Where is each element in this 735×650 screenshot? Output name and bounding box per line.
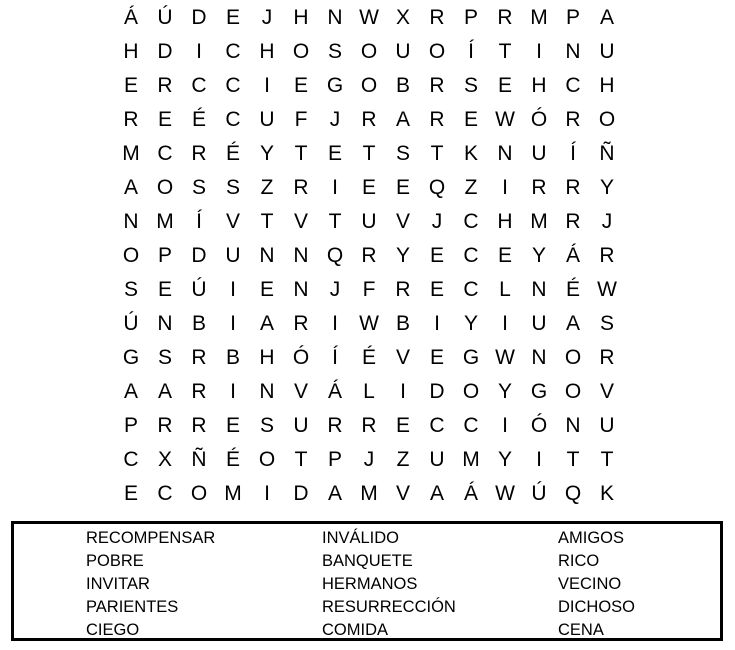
grid-letter[interactable]: T <box>362 141 376 165</box>
grid-letter[interactable]: Ú <box>123 311 139 335</box>
grid-letter[interactable]: J <box>329 107 341 131</box>
grid-letter[interactable]: M <box>156 209 174 233</box>
grid-letter[interactable]: B <box>395 311 410 335</box>
grid-letter[interactable]: E <box>157 277 172 301</box>
grid-letter[interactable]: T <box>260 209 274 233</box>
grid-letter[interactable]: O <box>122 243 140 267</box>
grid-letter[interactable]: P <box>565 5 580 29</box>
word-list-item: BANQUETE <box>322 552 413 570</box>
grid-letter[interactable]: N <box>259 243 275 267</box>
grid-letter[interactable]: W <box>495 481 515 505</box>
grid-letter[interactable]: J <box>601 209 613 233</box>
grid-letter[interactable]: U <box>225 243 241 267</box>
grid-letter[interactable]: S <box>259 413 274 437</box>
word-list-item: RECOMPENSAR <box>86 529 216 547</box>
grid-letter[interactable]: Y <box>531 243 546 267</box>
grid-letter[interactable]: G <box>462 345 480 369</box>
grid-letter[interactable]: S <box>599 311 614 335</box>
grid-letter[interactable]: T <box>430 141 444 165</box>
grid-letter[interactable]: S <box>225 175 240 199</box>
grid-letter[interactable]: M <box>462 447 480 471</box>
grid-letter[interactable]: R <box>191 413 207 437</box>
grid-letter[interactable]: É <box>361 345 376 369</box>
grid-letter[interactable]: I <box>196 39 202 63</box>
grid-letter[interactable]: Ó <box>292 345 310 369</box>
grid-letter[interactable]: J <box>329 277 341 301</box>
grid-letter[interactable]: O <box>292 39 310 63</box>
word-list-box <box>11 521 723 641</box>
grid-letter[interactable]: S <box>463 73 478 97</box>
grid-letter[interactable]: E <box>225 413 240 437</box>
grid-letter[interactable]: O <box>156 175 174 199</box>
grid-letter[interactable]: R <box>157 73 173 97</box>
grid-letter[interactable]: O <box>360 73 378 97</box>
grid-letter[interactable]: F <box>362 277 376 301</box>
grid-letter[interactable]: Y <box>463 311 478 335</box>
grid-letter[interactable]: O <box>564 345 582 369</box>
grid-letter[interactable]: E <box>463 107 478 131</box>
grid-letter[interactable]: T <box>600 447 614 471</box>
grid-letter[interactable]: S <box>191 175 206 199</box>
grid-letter[interactable]: G <box>122 345 140 369</box>
grid-letter[interactable]: O <box>360 39 378 63</box>
word-list-item: INVÁLIDO <box>322 529 400 547</box>
grid-letter[interactable]: Y <box>497 379 512 403</box>
grid-letter[interactable]: R <box>157 413 173 437</box>
grid-letter[interactable]: Q <box>326 243 344 267</box>
grid-letter[interactable]: Ú <box>191 277 207 301</box>
grid-letter[interactable]: E <box>497 243 512 267</box>
grid-letter[interactable]: Á <box>123 5 138 29</box>
word-list-item: RESURRECCIÓN <box>322 598 456 616</box>
grid-letter[interactable]: Ú <box>157 5 173 29</box>
grid-letter[interactable]: S <box>123 277 138 301</box>
grid-letter[interactable]: R <box>599 243 615 267</box>
grid-letter[interactable]: N <box>565 413 581 437</box>
grid-letter[interactable]: U <box>531 311 547 335</box>
grid-letter[interactable]: M <box>530 209 548 233</box>
grid-letter[interactable]: A <box>429 481 444 505</box>
grid-letter[interactable]: C <box>123 447 139 471</box>
grid-letter[interactable]: A <box>157 379 172 403</box>
grid-letter[interactable]: R <box>429 73 445 97</box>
grid-letter[interactable]: M <box>360 481 378 505</box>
grid-letter[interactable]: R <box>565 209 581 233</box>
grid-letter[interactable]: I <box>400 379 406 403</box>
grid-letter[interactable]: Y <box>395 243 410 267</box>
grid-letter[interactable]: J <box>261 5 273 29</box>
grid-letter[interactable]: H <box>123 39 139 63</box>
grid-letter[interactable]: R <box>191 141 207 165</box>
grid-letter[interactable]: Z <box>260 175 274 199</box>
word-list-column <box>558 527 635 642</box>
grid-letter[interactable]: I <box>434 311 440 335</box>
grid-letter[interactable]: H <box>259 345 275 369</box>
grid-letter[interactable]: P <box>157 243 172 267</box>
grid-letter[interactable]: N <box>259 379 275 403</box>
grid-letter[interactable]: N <box>531 277 547 301</box>
grid-letter[interactable]: D <box>429 379 445 403</box>
grid-letter[interactable]: I <box>536 39 542 63</box>
word-list-item: AMIGOS <box>558 529 625 547</box>
grid-letter[interactable]: C <box>565 73 581 97</box>
grid-letter[interactable]: C <box>225 73 241 97</box>
grid-letter[interactable]: H <box>497 209 513 233</box>
grid-letter[interactable]: V <box>395 209 410 233</box>
grid-letter[interactable]: O <box>190 481 208 505</box>
grid-letter[interactable]: R <box>191 345 207 369</box>
grid-letter[interactable]: R <box>429 107 445 131</box>
grid-letter[interactable]: P <box>463 5 478 29</box>
grid-letter[interactable]: C <box>463 277 479 301</box>
grid-letter[interactable]: Ó <box>530 413 548 437</box>
grid-letter[interactable]: B <box>225 345 240 369</box>
grid-letter[interactable]: Z <box>464 175 478 199</box>
grid-letter[interactable]: R <box>497 5 513 29</box>
grid-letter[interactable]: K <box>463 141 478 165</box>
grid-letter[interactable]: I <box>502 175 508 199</box>
grid-letter[interactable]: R <box>361 107 377 131</box>
grid-letter[interactable]: A <box>259 311 274 335</box>
grid-letter[interactable]: R <box>293 311 309 335</box>
grid-letter[interactable]: U <box>259 107 275 131</box>
grid-letter[interactable]: G <box>530 379 548 403</box>
grid-letter[interactable]: R <box>123 107 139 131</box>
grid-letter[interactable]: S <box>157 345 172 369</box>
grid-letter[interactable]: Y <box>259 141 274 165</box>
grid-letter[interactable]: T <box>498 39 512 63</box>
grid-letter[interactable]: Y <box>497 447 512 471</box>
grid-letter[interactable]: Í <box>332 345 338 369</box>
grid-letter[interactable]: L <box>363 379 375 403</box>
grid-letter[interactable]: C <box>463 209 479 233</box>
grid-letter[interactable]: T <box>328 209 342 233</box>
word-list-item: POBRE <box>86 552 144 570</box>
grid-letter[interactable]: R <box>395 277 411 301</box>
grid-letter[interactable]: Á <box>463 481 478 505</box>
grid-letter[interactable]: M <box>122 141 140 165</box>
grid-letter[interactable]: E <box>123 481 138 505</box>
grid-letter[interactable]: I <box>230 379 236 403</box>
grid-letter[interactable]: Í <box>570 141 576 165</box>
grid-letter[interactable]: E <box>327 141 342 165</box>
grid-letter[interactable]: E <box>293 73 308 97</box>
grid-letter[interactable]: G <box>326 73 344 97</box>
word-list-column <box>86 527 215 642</box>
grid-letter[interactable]: C <box>191 73 207 97</box>
grid-letter[interactable]: X <box>157 447 172 471</box>
grid-letter[interactable]: U <box>599 39 615 63</box>
grid-letter[interactable]: N <box>123 209 139 233</box>
grid-letter[interactable]: B <box>395 73 410 97</box>
grid-letter[interactable]: U <box>361 209 377 233</box>
word-list-item: CENA <box>558 621 604 639</box>
grid-letter[interactable]: I <box>332 175 338 199</box>
grid-letter[interactable]: O <box>598 107 616 131</box>
grid-letter[interactable]: I <box>264 73 270 97</box>
grid-letter[interactable]: N <box>497 141 513 165</box>
grid-letter[interactable]: N <box>293 277 309 301</box>
grid-letter[interactable]: V <box>395 345 410 369</box>
grid-letter[interactable]: V <box>293 209 308 233</box>
grid-letter[interactable]: T <box>294 141 308 165</box>
word-list-item: DICHOSO <box>558 598 636 616</box>
grid-letter[interactable]: W <box>359 5 379 29</box>
word-list-item: HERMANOS <box>322 575 418 593</box>
grid-letter[interactable]: Z <box>396 447 410 471</box>
grid-letter[interactable]: Á <box>565 243 580 267</box>
grid-letter[interactable]: P <box>327 447 342 471</box>
grid-letter[interactable]: E <box>225 5 240 29</box>
grid-letter[interactable]: Í <box>196 209 202 233</box>
grid-letter[interactable]: K <box>599 481 614 505</box>
grid-letter[interactable]: H <box>531 73 547 97</box>
grid-letter[interactable]: É <box>191 107 206 131</box>
grid-letter[interactable]: U <box>429 447 445 471</box>
grid-letter[interactable]: E <box>157 107 172 131</box>
grid-letter[interactable]: C <box>225 107 241 131</box>
grid-letter[interactable]: I <box>502 311 508 335</box>
grid-letter[interactable]: W <box>495 345 515 369</box>
grid-letter[interactable]: R <box>191 379 207 403</box>
grid-letter[interactable]: R <box>531 175 547 199</box>
word-list-item: INVITAR <box>86 575 150 593</box>
grid-letter[interactable]: J <box>363 447 375 471</box>
grid-letter[interactable]: E <box>497 73 512 97</box>
grid-letter[interactable]: I <box>332 311 338 335</box>
grid-letter[interactable]: Q <box>428 175 446 199</box>
letter-grid <box>114 0 624 510</box>
grid-letter[interactable]: D <box>293 481 309 505</box>
grid-letter[interactable]: B <box>191 311 206 335</box>
grid-letter[interactable]: O <box>428 39 446 63</box>
grid-letter[interactable]: R <box>293 175 309 199</box>
grid-letter[interactable]: U <box>531 141 547 165</box>
grid-letter[interactable]: A <box>565 311 580 335</box>
grid-letter[interactable]: N <box>531 345 547 369</box>
word-list-item: RICO <box>558 552 600 570</box>
grid-letter[interactable]: A <box>599 5 614 29</box>
grid-letter[interactable]: Í <box>468 39 474 63</box>
grid-letter[interactable]: C <box>225 39 241 63</box>
grid-letter[interactable]: I <box>502 413 508 437</box>
grid-letter[interactable]: U <box>599 413 615 437</box>
grid-letter[interactable]: D <box>157 39 173 63</box>
grid-letter[interactable]: Q <box>564 481 582 505</box>
grid-letter[interactable]: O <box>462 379 480 403</box>
grid-letter[interactable]: C <box>429 413 445 437</box>
grid-letter[interactable]: J <box>431 209 443 233</box>
grid-letter[interactable]: E <box>395 175 410 199</box>
grid-letter[interactable]: T <box>566 447 580 471</box>
grid-letter[interactable]: X <box>395 5 410 29</box>
grid-letter[interactable]: L <box>499 277 511 301</box>
grid-letter[interactable]: C <box>157 481 173 505</box>
grid-letter[interactable]: E <box>429 345 444 369</box>
grid-letter[interactable]: C <box>463 243 479 267</box>
grid-letter[interactable]: W <box>597 277 617 301</box>
grid-letter[interactable]: E <box>429 243 444 267</box>
grid-letter[interactable]: I <box>264 481 270 505</box>
grid-letter[interactable]: N <box>293 243 309 267</box>
grid-letter[interactable]: I <box>230 311 236 335</box>
grid-letter[interactable]: R <box>327 413 343 437</box>
grid-letter[interactable]: F <box>294 107 308 131</box>
grid-letter[interactable]: R <box>599 345 615 369</box>
word-list-item: COMIDA <box>322 621 388 639</box>
word-list-item: CIEGO <box>86 621 140 639</box>
grid-letter[interactable]: Ó <box>530 107 548 131</box>
grid-letter[interactable]: U <box>395 39 411 63</box>
grid-letter[interactable]: H <box>259 39 275 63</box>
grid-letter[interactable]: D <box>191 5 207 29</box>
grid-letter[interactable]: M <box>224 481 242 505</box>
grid-letter[interactable]: H <box>599 73 615 97</box>
grid-letter[interactable]: R <box>565 107 581 131</box>
grid-letter[interactable]: W <box>359 311 379 335</box>
grid-letter[interactable]: P <box>123 413 138 437</box>
grid-letter[interactable]: I <box>536 447 542 471</box>
grid-letter[interactable]: E <box>123 73 138 97</box>
grid-letter[interactable]: É <box>225 141 240 165</box>
grid-letter[interactable]: T <box>294 447 308 471</box>
grid-letter[interactable]: N <box>327 5 343 29</box>
grid-letter[interactable]: S <box>327 39 342 63</box>
word-list-column <box>322 527 456 642</box>
grid-letter[interactable]: E <box>361 175 376 199</box>
grid-letter[interactable]: Á <box>327 379 342 403</box>
grid-letter[interactable]: R <box>361 243 377 267</box>
grid-letter[interactable]: R <box>565 175 581 199</box>
grid-letter[interactable]: C <box>463 413 479 437</box>
grid-letter[interactable]: H <box>293 5 309 29</box>
grid-letter[interactable]: Y <box>599 175 614 199</box>
grid-letter[interactable]: Ñ <box>599 141 615 165</box>
grid-letter[interactable]: W <box>495 107 515 131</box>
grid-letter[interactable]: R <box>429 5 445 29</box>
grid-letter[interactable]: S <box>395 141 410 165</box>
word-list-item: PARIENTES <box>86 598 179 616</box>
grid-letter[interactable]: I <box>230 277 236 301</box>
grid-letter[interactable]: Ú <box>531 481 547 505</box>
grid-letter[interactable]: A <box>395 107 410 131</box>
grid-letter[interactable]: V <box>599 379 614 403</box>
grid-letter[interactable]: E <box>395 413 410 437</box>
grid-letter[interactable]: D <box>191 243 207 267</box>
grid-letter[interactable]: N <box>157 311 173 335</box>
grid-letter[interactable]: V <box>395 481 410 505</box>
grid-letter[interactable]: E <box>429 277 444 301</box>
grid-letter[interactable]: C <box>157 141 173 165</box>
grid-letter[interactable]: U <box>293 413 309 437</box>
grid-letter[interactable]: O <box>564 379 582 403</box>
grid-letter[interactable]: A <box>123 379 138 403</box>
grid-letter[interactable]: O <box>258 447 276 471</box>
grid-letter[interactable]: N <box>565 39 581 63</box>
grid-letter[interactable]: Ñ <box>191 447 207 471</box>
grid-letter[interactable]: E <box>259 277 274 301</box>
grid-letter[interactable]: V <box>293 379 308 403</box>
grid-letter[interactable]: M <box>530 5 548 29</box>
word-list-item: VECINO <box>558 575 622 593</box>
grid-letter[interactable]: É <box>225 447 240 471</box>
grid-letter[interactable]: A <box>123 175 138 199</box>
grid-letter[interactable]: A <box>327 481 342 505</box>
grid-letter[interactable]: R <box>361 413 377 437</box>
grid-letter[interactable]: É <box>565 277 580 301</box>
grid-letter[interactable]: V <box>225 209 240 233</box>
